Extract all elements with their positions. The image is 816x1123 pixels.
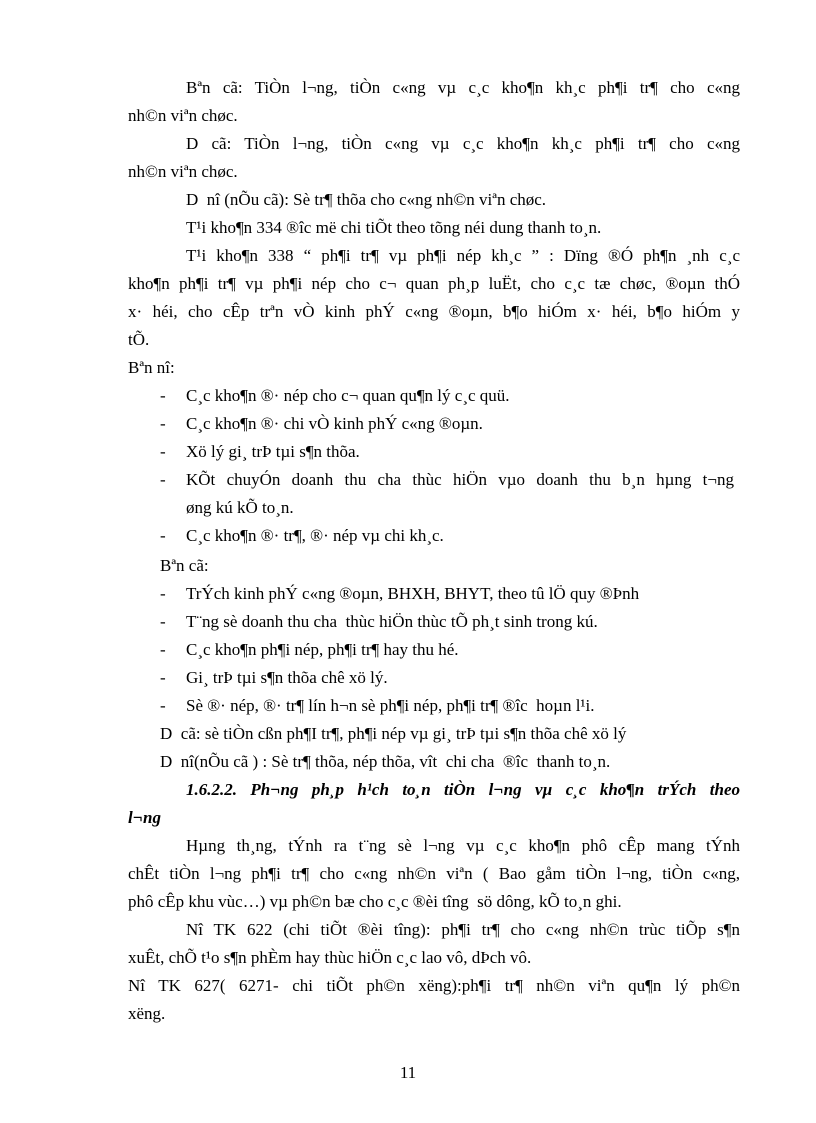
text-line: D nî (nÕu cã): Sè tr¶ thõa cho c«ng nh©n viªn chøc. xyxy=(186,190,547,209)
text-line: T¹i kho¶n 334 ®îc më chi tiÕt theo tõng néi dung thanh to¸n. xyxy=(186,218,602,237)
text-line: T¹i kho¶n 338 “ ph¶i tr¶ vµ ph¶i nép kh¸c ” : Dïng ®Ó ph¶n ¸nh c¸c xyxy=(186,246,740,265)
list-item: T¨ng sè doanh thu cha thùc hiÖn thùc tÕ ph¸t sinh trong kú. xyxy=(186,612,598,631)
text-line: xuÊt, chÕ t¹o s¶n phÈm hay thùc hiÖn c¸c lao vô, dÞch vô. xyxy=(128,948,532,967)
text-line: phô cÊp khu vùc…) vµ ph©n bæ cho c¸c ®èi tîng sö dông, kÕ to¸n ghi. xyxy=(128,892,622,911)
bullet-dash: - xyxy=(160,442,166,461)
text-line: nh©n viªn chøc. xyxy=(128,162,238,181)
text-line: kho¶n ph¶i tr¶ vµ ph¶i nép cho c¬ quan ph¸p luËt, cho c¸c tæ chøc, ®oµn thÓ xyxy=(128,274,740,293)
list-item: TrÝch kinh phÝ c«ng ®oµn, BHXH, BHYT, theo tû lÖ quy ®Þnh xyxy=(186,584,640,603)
bullet-dash: - xyxy=(160,640,166,659)
section-heading-continuation: l¬ng xyxy=(128,808,161,827)
bullet-dash: - xyxy=(160,386,166,405)
bullet-dash: - xyxy=(160,526,166,545)
text-line: Nî TK 622 (chi tiÕt ®èi tîng): ph¶i tr¶ cho c«ng nh©n trùc tiÕp s¶n xyxy=(186,920,740,939)
text-line: nh©n viªn chøc. xyxy=(128,106,238,125)
text-line: Bªn cã: TiÒn l¬ng, tiÒn c«ng vµ c¸c kho¶n kh¸c ph¶i tr¶ cho c«ng xyxy=(186,78,740,97)
list-item: Xö lý gi¸ trÞ tµi s¶n thõa. xyxy=(186,442,360,461)
bullet-dash: - xyxy=(160,470,166,489)
bullet-dash: - xyxy=(160,612,166,631)
bullet-dash: - xyxy=(160,584,166,603)
text-line: D cã: TiÒn l¬ng, tiÒn c«ng vµ c¸c kho¶n kh¸c ph¶i tr¶ cho c«ng xyxy=(186,134,740,153)
bullet-dash: - xyxy=(160,414,166,433)
text-line: Hµng th¸ng, tÝnh ra t¨ng sè l¬ng vµ c¸c kho¶n phô cÊp mang tÝnh xyxy=(186,836,740,855)
list-item: KÕt chuyÓn doanh thu cha thùc hiÖn vµo doanh thu b¸n hµng t¬ng xyxy=(186,470,734,489)
section-label: Bªn nî: xyxy=(128,358,175,377)
text-line: chÊt tiÒn l¬ng ph¶i tr¶ cho c«ng nh©n viªn ( Bao gåm tiÒn l¬ng, tiÒn c«ng, xyxy=(128,864,740,883)
section-heading: 1.6.2.2. Ph¬ng ph¸p h¹ch to¸n tiÒn l¬ng vµ c¸c kho¶n trÝch theo xyxy=(186,780,740,799)
text-line: D nî(nÕu cã ) : Sè tr¶ thõa, nép thõa, vît chi cha ®îc thanh to¸n. xyxy=(160,752,611,771)
text-line: xëng. xyxy=(128,1004,166,1023)
list-item: Sè ®· nép, ®· tr¶ lín h¬n sè ph¶i nép, ph¶i tr¶ ®îc hoµn l¹i. xyxy=(186,696,595,715)
text-line: x· héi, cho cÊp trªn vÒ kinh phÝ c«ng ®oµn, b¶o hiÓm x· héi, b¶o hiÓm y xyxy=(128,302,740,321)
list-item-continuation: øng kú kÕ to¸n. xyxy=(186,498,294,517)
text-line: D cã: sè tiÒn cßn ph¶I tr¶, ph¶i nép vµ gi¸ trÞ tµi s¶n thõa chê xö lý xyxy=(160,724,627,743)
list-item: C¸c kho¶n ®· tr¶, ®· nép vµ chi kh¸c. xyxy=(186,526,444,545)
section-label: Bªn cã: xyxy=(160,556,209,575)
list-item: C¸c kho¶n ®· chi vÒ kinh phÝ c«ng ®oµn. xyxy=(186,414,483,433)
text-line: Nî TK 627( 6271- chi tiÕt ph©n xëng):ph¶i tr¶ nh©n viªn qu¶n lý ph©n xyxy=(128,976,740,995)
list-item: C¸c kho¶n ®· nép cho c¬ quan qu¶n lý c¸c quü. xyxy=(186,386,510,405)
text-line: tÕ. xyxy=(128,330,150,349)
list-item: Gi¸ trÞ tµi s¶n thõa chê xö lý. xyxy=(186,668,388,687)
list-item: C¸c kho¶n ph¶i nép, ph¶i tr¶ hay thu hé. xyxy=(186,640,459,659)
bullet-dash: - xyxy=(160,696,166,715)
page-number: 11 xyxy=(399,1063,417,1082)
bullet-dash: - xyxy=(160,668,166,687)
